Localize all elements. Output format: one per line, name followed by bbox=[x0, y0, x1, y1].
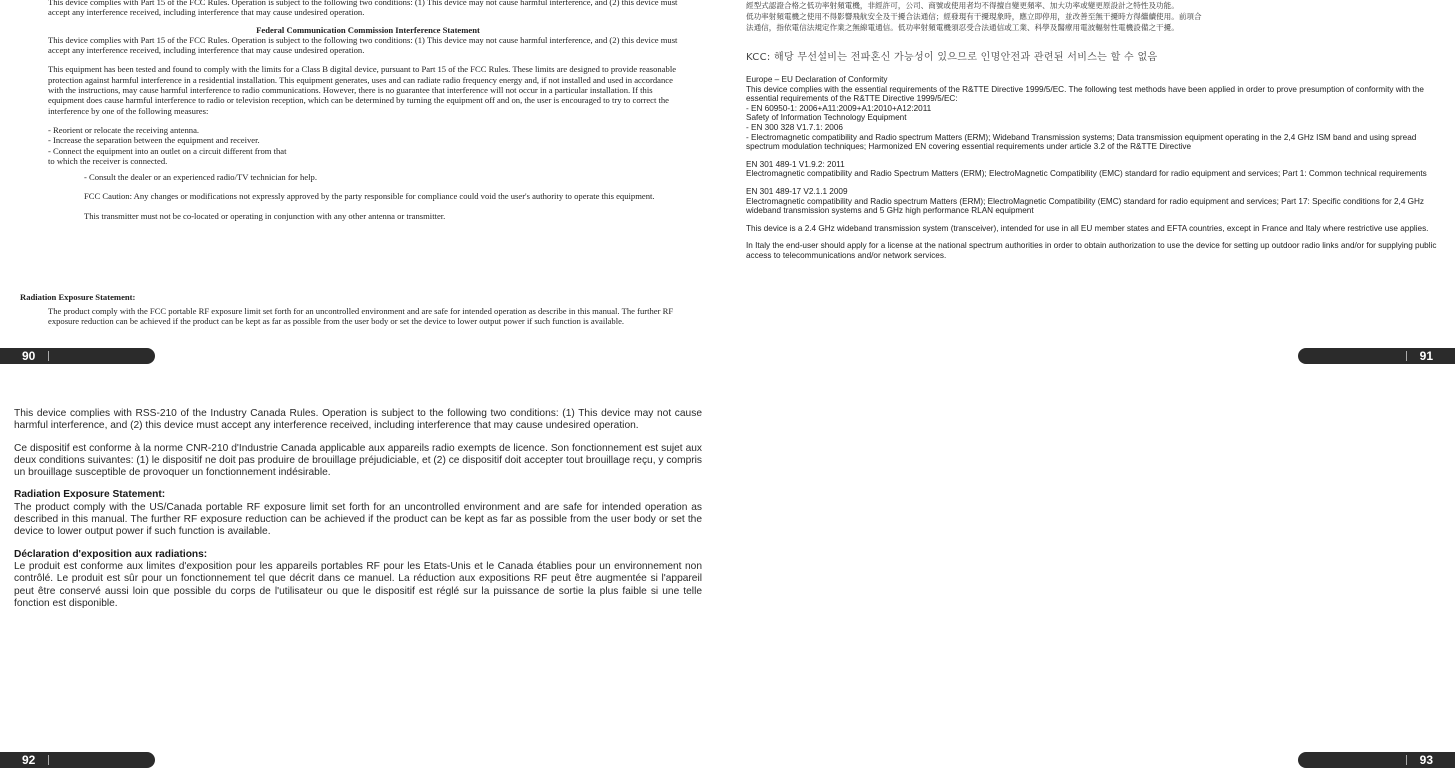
eu-restriction: This device is a 2.4 GHz wideband transmission system (transceiver), intended for use in all EU member states and EFTA countries, except in France and Italy where restrictive use applies. bbox=[746, 223, 1429, 233]
en-489-1-body: Electromagnetic compatibility and Radio Spectrum Matters (ERM); ElectroMagnetic Compatibility (EMC) standard for radio equipment and services; Part 1: Common technical requirements bbox=[746, 169, 1427, 179]
fcc-measure-3-cont: to which the receiver is connected. bbox=[48, 155, 168, 166]
radiation-exposure-title: Radiation Exposure Statement: bbox=[20, 292, 136, 302]
eu-item-1-desc: Safety of Information Technology Equipment bbox=[746, 113, 907, 123]
fcc-intro-paragraph: This device complies with Part 15 of the FCC Rules. Operation is subject to the following two conditions: (1) This device may not cause harmful interference, and (2) this device must accept any interference received, including interference that may cause undesired operation. bbox=[48, 0, 678, 18]
ic-statement-fr: Ce dispositif est conforme à la norme CNR-210 d'Industrie Canada applicable aux appareils radio exempts de licence. Son fonctionnement est sujet aux deux conditions suivantes: (1) le dispositif ne doit pas produire de brouillage préjudiciable, et (2) ce dispositif doit accepter tout brouillage reçu, y compris un brouillage susceptible de provoquer un fonctionnement indésirable. bbox=[14, 442, 702, 479]
tab-divider bbox=[48, 755, 49, 765]
en-489-17-body: Electromagnetic compatibility and Radio spectrum Matters (ERM); ElectroMagnetic Compatibility (EMC) standard for radio equipment and services; Part 17: Specific conditions for 2,4 GHz wideband transmission systems and 5 GHz high performance RLAN equipment bbox=[746, 196, 1425, 216]
en-489-1-title: EN 301 489-1 V1.9.2: 2011 bbox=[746, 159, 845, 169]
radiation-exposure-title: Radiation Exposure Statement: bbox=[14, 489, 166, 501]
radiation-exposure-body: The product comply with the FCC portable RF exposure limit set forth for an uncontrolled environment and are safe for intended operation as describe in this manual. The further RF exposure reduction can be achieved if the product can be kept as far as possible from the user body or set the device to lower output power if such function is available. bbox=[48, 306, 674, 327]
fcc-heading: Federal Communication Commission Interference Statement bbox=[256, 24, 480, 35]
fcc-colocation: This transmitter must not be co-located or operating in conjunction with any other antenna or transmitter. bbox=[84, 210, 446, 221]
fcc-measure-4: - Consult the dealer or an experienced radio/TV technician for help. bbox=[84, 172, 317, 183]
eu-title: Europe – EU Declaration of Conformity bbox=[746, 75, 888, 84]
page-number: 90 bbox=[22, 349, 36, 363]
eu-item-1: - EN 60950-1: 2006+A11:2009+A1:2010+A12:2011 bbox=[746, 103, 932, 113]
kcc-statement: KCC: 해당 무선설비는 전파혼신 가능성이 있으므로 인명안전과 관련된 서비스는 할 수 없음 bbox=[746, 52, 1158, 63]
fcc-caution: FCC Caution: Any changes or modifications not expressly approved by the party responsible for compliance could void the user's authority to operate this equipment. bbox=[84, 191, 655, 202]
eu-declaration bbox=[746, 75, 1441, 261]
fcc-paragraph-2: This equipment has been tested and found to comply with the limits for a Class B digital device, pursuant to Part 15 of the FCC Rules. These limits are designed to provide reasonable protection against harmful interference in a residential installation. This equipment generates, uses and can radiate radio frequency energy and, if not installed and used in accordance with the instructions, may cause harmful interference to radio communications. However, there is no guarantee that interference will not occur in a particular installation. If this equipment does cause harmful interference to radio or television reception, which can be determined by turning the equipment off and on, the user is encouraged to try to correct the interference by one of the following measures: bbox=[48, 64, 677, 116]
declaration-exposition-title: Déclaration d'exposition aux radiations: bbox=[14, 548, 208, 560]
tab-divider bbox=[48, 351, 49, 361]
page-number-tab bbox=[1298, 348, 1455, 364]
en-489-17-title: EN 301 489-17 V2.1.1 2009 bbox=[746, 186, 848, 196]
ncc-line-2: 低功率射頻電機之使用不得影響飛航安全及干擾合法通信；經發現有干擾現象時，應立即停用，並改善至無干擾時方得繼續使用。前項合 bbox=[746, 12, 1202, 21]
manual-page-90 bbox=[0, 0, 727, 384]
eu-item-3: - Electromagnetic compatibility and Radio spectrum Matters (ERM); Wideband Transmission systems; Data transmission equipment operating in the 2,4 GHz ISM band and using spread spectrum modulation techniques; Harmonized EN covering essential requirements under article 3.2 of the R&TTE Directive bbox=[746, 132, 1417, 152]
declaration-exposition-body: Le produit est conforme aux limites d'exposition pour les appareils portables RF pour les Etats-Unis et le Canada établies pour un environnement non contrôlé. Le produit est sûr pour un fonctionnement tel que décrit dans ce manuel. La réduction aux expositions RF peut être augmentée si l'appareil peut être conservé aussi loin que possible du corps de l'utilisateur ou que le dispositif est réglé sur la puissance de sortie la plus faible si une telle fonction est disponible. bbox=[14, 560, 702, 609]
ic-statement-en: This device complies with RSS-210 of the Industry Canada Rules. Operation is subject to the following two conditions: (1) This device may not cause harmful interference, and (2) this device must accept any interference received, including interference that may cause undesired operation. bbox=[14, 408, 702, 432]
tab-divider bbox=[1406, 351, 1407, 361]
ncc-line-3: 法通信，指依電信法規定作業之無線電通信。低功率射頻電機須忍受合法通信或工業、科學及醫療用電波輻射性電機設備之干擾。 bbox=[746, 23, 1179, 32]
manual-page-91 bbox=[728, 0, 1455, 384]
canada-section bbox=[14, 408, 702, 620]
manual-page-92 bbox=[0, 384, 727, 768]
fcc-measure-1: - Reorient or relocate the receiving antenna. bbox=[48, 124, 200, 135]
page-number-tab bbox=[0, 752, 155, 768]
ncc-statement bbox=[746, 0, 1446, 33]
eu-intro: This device complies with the essential requirements of the R&TTE Directive 1999/5/EC. The following test methods have been applied in order to prove presumption of conformity with the essential requirements of the R&TTE Directive 1999/5/EC: bbox=[746, 84, 1424, 104]
eu-item-2: - EN 300 328 V1.7.1: 2006 bbox=[746, 122, 843, 132]
page-number: 91 bbox=[1419, 349, 1433, 363]
ncc-line-1: 經型式認證合格之低功率射頻電機，非經許可，公司、商號或使用者均不得擅自變更頻率、加大功率或變更原設計之特性及功能。 bbox=[746, 1, 1179, 10]
tab-divider bbox=[1406, 755, 1407, 765]
page-number-tab bbox=[0, 348, 155, 364]
manual-page-93 bbox=[728, 384, 1455, 768]
italy-notice: In Italy the end-user should apply for a license at the national spectrum authorities in order to obtain authorization to use the device for setting up outdoor radio links and/or for supplying public access to telecommunications and/or network services. bbox=[746, 241, 1437, 260]
fcc-measure-2: - Increase the separation between the equipment and receiver. bbox=[48, 135, 260, 146]
radiation-exposure-body: The product comply with the US/Canada portable RF exposure limit set forth for an uncontrolled environment and are safe for intended operation as described in this manual. The further RF exposure reduction can be achieved if the product can be kept as far as possible from the user body or set the device to lower output power if such function is available. bbox=[14, 501, 702, 538]
fcc-measure-3: - Connect the equipment into an outlet on a circuit different from that bbox=[48, 145, 287, 156]
fcc-section bbox=[48, 0, 688, 221]
page-number: 93 bbox=[1419, 753, 1433, 767]
fcc-paragraph-1: This device complies with Part 15 of the FCC Rules. Operation is subject to the following two conditions: (1) This device may not cause harmful interference, and (2) this device must accept any interference received, including interference that may cause undesired operation. bbox=[48, 34, 678, 56]
page-number-tab bbox=[1298, 752, 1455, 768]
page-number: 92 bbox=[22, 753, 36, 767]
